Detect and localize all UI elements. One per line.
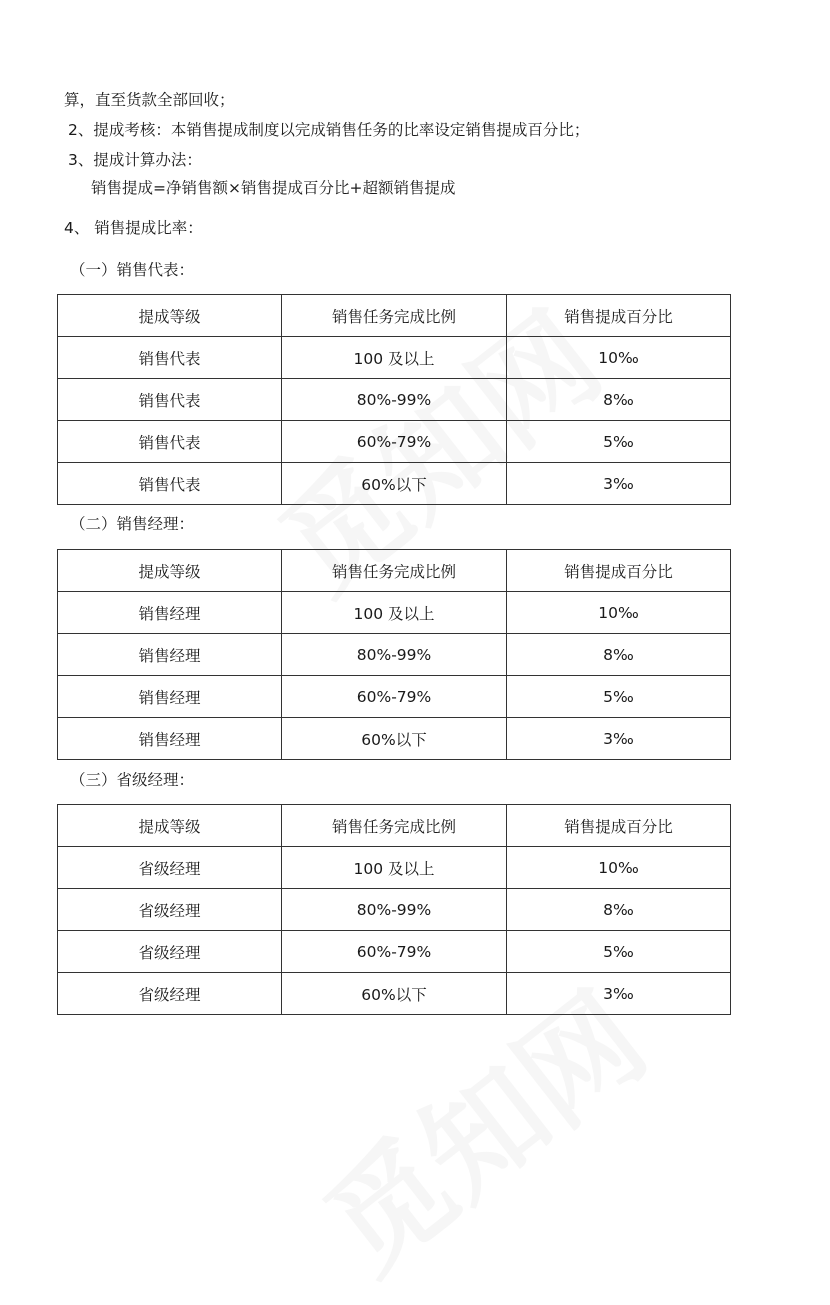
- table-cell: 销售经理: [58, 676, 282, 718]
- table-row: [58, 973, 731, 1015]
- table-cell: 销售代表: [58, 337, 282, 379]
- table-cell: 10‰: [507, 847, 731, 889]
- formula-line: 销售提成=净销售额×销售提成百分比+超额销售提成: [91, 179, 456, 197]
- text-line-1: 算，直至货款全部回收；: [64, 91, 235, 109]
- table-row: [58, 592, 731, 634]
- table-cell: 5‰: [507, 421, 731, 463]
- table-row: [58, 463, 731, 505]
- text-line-5: 4、 销售提成比率：: [64, 219, 203, 237]
- table-cell: 80%-99%: [282, 634, 507, 676]
- table-cell: 80%-99%: [282, 379, 507, 421]
- table-header-row: [58, 550, 731, 592]
- table-cell: 5‰: [507, 931, 731, 973]
- table-provincial-manager: [57, 804, 731, 1015]
- table-cell: 8‰: [507, 889, 731, 931]
- table-cell: 80%-99%: [282, 889, 507, 931]
- table-header-row: [58, 805, 731, 847]
- table-cell: 省级经理: [58, 931, 282, 973]
- text-line-2: 2、提成考核：本销售提成制度以完成销售任务的比率设定销售提成百分比；: [68, 121, 590, 139]
- table-cell: 60%以下: [282, 973, 507, 1015]
- table-cell: 省级经理: [58, 973, 282, 1015]
- table-row: [58, 718, 731, 760]
- table-cell: 3‰: [507, 718, 731, 760]
- table-cell: 10‰: [507, 592, 731, 634]
- table-cell: 3‰: [507, 973, 731, 1015]
- table-cell: 销售代表: [58, 463, 282, 505]
- table-cell: 销售经理: [58, 634, 282, 676]
- table-cell: 60%以下: [282, 718, 507, 760]
- table-cell: 3‰: [507, 463, 731, 505]
- table-row: [58, 847, 731, 889]
- section-heading-3: （三）省级经理：: [70, 771, 195, 789]
- table-row: [58, 889, 731, 931]
- header-cell: 提成等级: [58, 805, 282, 847]
- table-cell: 销售经理: [58, 592, 282, 634]
- header-cell: 销售提成百分比: [507, 805, 731, 847]
- table-cell: 销售经理: [58, 718, 282, 760]
- table-cell: 60%-79%: [282, 931, 507, 973]
- table-header-row: [58, 295, 731, 337]
- section-heading-1: （一）销售代表：: [70, 261, 195, 279]
- table-cell: 5‰: [507, 676, 731, 718]
- table-cell: 100 及以上: [282, 592, 507, 634]
- table-sales-rep: [57, 294, 731, 505]
- table-row: [58, 676, 731, 718]
- table-cell: 100 及以上: [282, 337, 507, 379]
- table-cell: 8‰: [507, 379, 731, 421]
- table-cell: 60%以下: [282, 463, 507, 505]
- table-cell: 8‰: [507, 634, 731, 676]
- header-cell: 销售提成百分比: [507, 550, 731, 592]
- header-cell: 销售提成百分比: [507, 295, 731, 337]
- table-row: [58, 421, 731, 463]
- table-row: [58, 379, 731, 421]
- section-heading-2: （二）销售经理：: [70, 515, 195, 533]
- table-cell: 100 及以上: [282, 847, 507, 889]
- table-row: [58, 931, 731, 973]
- header-cell: 提成等级: [58, 295, 282, 337]
- table-cell: 10‰: [507, 337, 731, 379]
- table-cell: 销售代表: [58, 421, 282, 463]
- table-row: [58, 634, 731, 676]
- table-row: [58, 337, 731, 379]
- table-cell: 60%-79%: [282, 421, 507, 463]
- table-cell: 60%-79%: [282, 676, 507, 718]
- header-cell: 销售任务完成比例: [282, 805, 507, 847]
- table-cell: 省级经理: [58, 847, 282, 889]
- header-cell: 提成等级: [58, 550, 282, 592]
- table-sales-manager: [57, 549, 731, 760]
- header-cell: 销售任务完成比例: [282, 295, 507, 337]
- table-cell: 销售代表: [58, 379, 282, 421]
- text-line-3: 3、提成计算办法：: [68, 151, 202, 169]
- table-cell: 省级经理: [58, 889, 282, 931]
- header-cell: 销售任务完成比例: [282, 550, 507, 592]
